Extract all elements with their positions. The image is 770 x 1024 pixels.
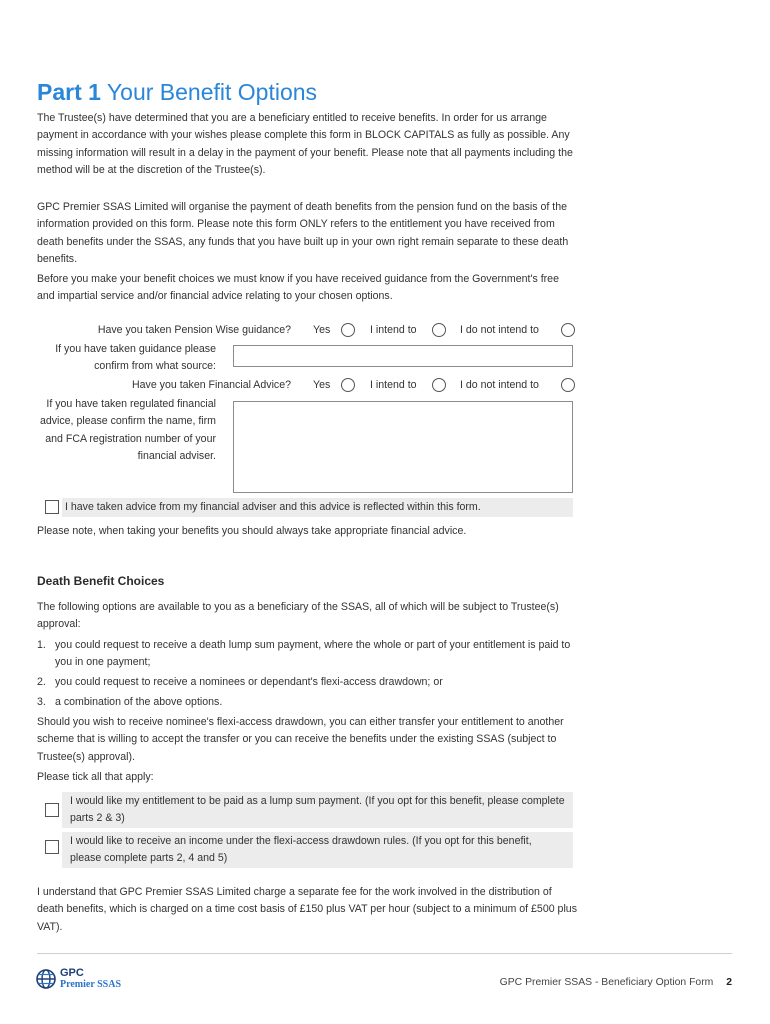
adviser-confirm-label: I have taken advice from my financial adviser and this advice is reflected within this form. <box>65 501 481 513</box>
financial-advice-question: Have you taken Financial Advice? <box>132 379 291 391</box>
adviser-details-label: If you have taken regulated financial advice, please confirm the name, firm and FCA registration number of your financial adviser. <box>39 398 216 462</box>
lump-sum-label: I would like my entitlement to be paid as a lump sum payment. (If you opt for this benefit, please complete parts 2 & 3) <box>70 795 565 824</box>
section-heading: Death Benefit Choices <box>37 574 165 588</box>
intro-paragraph-2: GPC Premier SSAS Limited will organise the payment of death benefits from the pension fund on the basis of the information provided on this form. Please note this form ONLY refers to the entitlement you have received from death benefits under the SSAS, any funds that you have built up in your own right remain separate to these death benefits. <box>37 201 569 265</box>
income-checkbox[interactable] <box>45 840 59 854</box>
guidance-intend-radio[interactable] <box>432 323 446 337</box>
list-item <box>37 674 577 691</box>
list-text: you could request to receive a nominees or dependant's flexi-access drawdown; or <box>55 676 443 688</box>
guidance-source-label: If you have taken guidance please confirm from what source: <box>55 343 216 373</box>
guidance-not-intend-label: I do not intend to <box>460 324 539 336</box>
guidance-source-input[interactable] <box>233 345 573 367</box>
footer-divider <box>37 953 732 954</box>
intro-paragraph-1: The Trustee(s) have determined that you are a beneficiary entitled to receive benefits. In order for us arrange payment in accordance with your wishes please complete this form in BLOCK CAPITALS as fully as possible. Any missing information will result in a delay in the payment of your benefit. Please note that all payments including the method will be at the discretion of the Trustee(s). <box>37 112 573 176</box>
death-intro: The following options are available to you as a beneficiary of the SSAS, all of which will be subject to Trustee(s) approval: <box>37 601 559 631</box>
list-number: 1. <box>37 639 46 651</box>
adviser-details-input[interactable] <box>233 401 573 493</box>
logo-line-2: Premier SSAS <box>60 979 122 990</box>
advice-yes-radio[interactable] <box>341 378 355 392</box>
list-number: 3. <box>37 696 46 708</box>
list-item <box>37 637 577 672</box>
globe-icon <box>36 969 56 989</box>
logo-line-1: GPC <box>60 967 84 979</box>
advice-not-intend-radio[interactable] <box>561 378 575 392</box>
guidance-intend-label: I intend to <box>370 324 417 336</box>
fee-note: I understand that GPC Premier SSAS Limited charge a separate fee for the work involved in the distribution of death benefits, which is charged on a time cost basis of £150 plus VAT per hour (subject to a minimum of £500 plus VAT). <box>37 886 577 933</box>
footer <box>500 977 732 988</box>
lump-sum-checkbox[interactable] <box>45 803 59 817</box>
page-number: 2 <box>726 977 732 988</box>
page-title <box>37 78 317 106</box>
tick-prompt: Please tick all that apply: <box>37 771 154 783</box>
list-text: you could request to receive a death lump sum payment, where the whole or part of your entitlement is paid to you in one payment; <box>55 639 571 669</box>
list-text: a combination of the above options. <box>55 696 223 708</box>
adviser-confirm-checkbox[interactable] <box>45 500 59 514</box>
pension-wise-question: Have you taken Pension Wise guidance? <box>97 324 291 336</box>
list-number: 2. <box>37 676 46 688</box>
title-text: Your Benefit Options <box>106 79 318 105</box>
guidance-yes-radio[interactable] <box>341 323 355 337</box>
list-item <box>37 694 577 711</box>
guidance-yes-label: Yes <box>313 324 331 336</box>
advice-not-intend-label: I do not intend to <box>460 379 539 391</box>
advice-intend-label: I intend to <box>370 379 417 391</box>
footer-text: GPC Premier SSAS - Beneficiary Option Form <box>499 977 714 988</box>
advice-intend-radio[interactable] <box>432 378 446 392</box>
income-label: I would like to receive an income under the flexi-access drawdown rules. (If you opt for this benefit, please complete parts 2, 4 and 5) <box>70 835 532 864</box>
intro-paragraph-3: Before you make your benefit choices we must know if you have received guidance from the Government's free and impartial service and/or financial advice relating to your chosen options. <box>37 273 559 303</box>
guidance-not-intend-radio[interactable] <box>561 323 575 337</box>
title-part: Part 1 <box>37 79 101 105</box>
drawdown-note: Should you wish to receive nominee's flexi-access drawdown, you can either transfer your entitlement to another scheme that is willing to accept the transfer or you can receive the benefits under the existing SSAS (subject to Trustee(s) approval). <box>37 716 564 763</box>
please-note-text: Please note, when taking your benefits you should always take appropriate financial advice. <box>37 525 467 537</box>
advice-yes-label: Yes <box>313 379 331 391</box>
